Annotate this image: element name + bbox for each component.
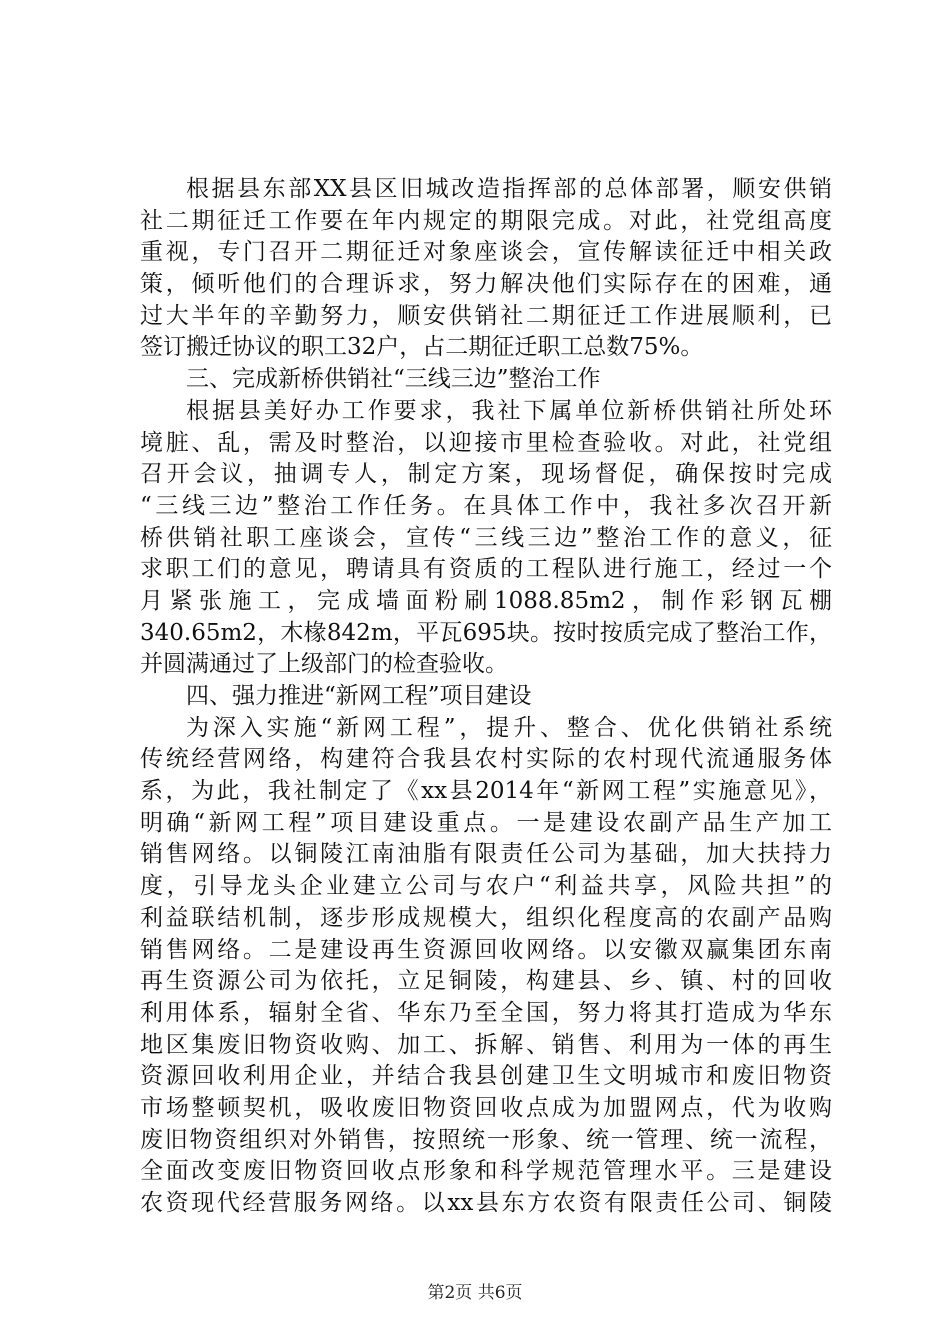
paragraph-line: 明确“新网工程”项目建设重点。一是建设农副产品生产加工 [140,809,832,836]
paragraph-line: 废旧物资组织对外销售，按照统一形象、统一管理、统一流程， [140,1126,832,1153]
paragraph-line: 全面改变废旧物资回收点形象和科学规范管理水平。三是建设 [140,1158,832,1185]
paragraph-line: 策，倾听他们的合理诉求，努力解决他们实际存在的困难，通 [140,271,832,298]
paragraph-line: 度，引导龙头企业建立公司与农户“利益共享，风险共担”的 [140,873,832,900]
paragraph-line: 利益联结机制，逐步形成规模大，组织化程度高的农副产品购 [140,904,832,931]
paragraph-line: 系，为此，我社制定了《xx县2014年“新网工程”实施意见》， [140,778,832,805]
paragraph-line: 销售网络。以铜陵江南油脂有限责任公司为基础，加大扶持力 [140,841,832,868]
paragraph-line: 并圆满通过了上级部门的检查验收。 [140,651,508,678]
paragraph-line: 签订搬迁协议的职工32户，占二期征迁职工总数75%。 [140,334,704,361]
page-number-footer: 第2页 共6页 [427,1283,523,1303]
section-heading-3: 三、完成新桥供销社“三线三边”整治工作 [186,366,601,393]
paragraph-line: 农资现代经营服务网络。以xx县东方农资有限责任公司、铜陵 [140,1190,832,1216]
paragraph-line: 求职工们的意见，聘请具有资质的工程队进行施工，经过一个 [140,556,832,583]
paragraph-line: 再生资源公司为依托，立足铜陵，构建县、乡、镇、村的回收 [140,968,832,995]
paragraph-line: “三线三边”整治工作任务。在具体工作中，我社多次召开新 [140,492,832,519]
document-body [140,174,832,1220]
paragraph-line: 利用体系，辐射全省、华东乃至全国，努力将其打造成为华东 [140,999,832,1026]
paragraph-line: 为深入实施“新网工程”，提升、整合、优化供销社系统 [186,714,832,741]
paragraph-line: 资源回收利用企业，并结合我县创建卫生文明城市和废旧物资 [140,1063,832,1090]
paragraph-line: 地区集废旧物资收购、加工、拆解、销售、利用为一体的再生 [140,1031,832,1058]
paragraph-line: 根据县美好办工作要求，我社下属单位新桥供销社所处环 [186,397,832,424]
paragraph-line: 重视，专门召开二期征迁对象座谈会，宣传解读征迁中相关政 [140,239,832,266]
paragraph-line: 340.65m2，木椽842m，平瓦695块。按时按质完成了整治工作， [140,619,832,646]
paragraph-relocation [140,174,832,364]
paragraph-line: 根据县东部XX县区旧城改造指挥部的总体部署，顺安供销 [186,176,832,202]
paragraph-new-network [140,713,832,1220]
paragraph-line: 市场整顿契机，吸收废旧物资回收点成为加盟网点，代为收购 [140,1094,832,1121]
paragraph-line: 召开会议，抽调专人，制定方案，现场督促，确保按时完成 [140,461,832,488]
paragraph-line: 传统经营网络，构建符合我县农村实际的农村现代流通服务体 [140,746,832,773]
section-heading-4: 四、强力推进“新网工程”项目建设 [186,683,532,709]
paragraph-line: 桥供销社职工座谈会，宣传“三线三边”整治工作的意义，征 [140,524,832,551]
paragraph-renovation [140,396,832,681]
paragraph-line: 月紧张施工，完成墙面粉刷1088.85m2，制作彩钢瓦棚 [140,587,832,614]
paragraph-line: 社二期征迁工作要在年内规定的期限完成。对此，社党组高度 [140,207,832,234]
paragraph-line: 境脏、乱，需及时整治，以迎接市里检查验收。对此，社党组 [140,429,832,456]
paragraph-line: 过大半年的辛勤努力，顺安供销社二期征迁工作进展顺利，已 [140,302,832,329]
paragraph-line: 销售网络。二是建设再生资源回收网络。以安徽双赢集团东南 [140,936,832,963]
